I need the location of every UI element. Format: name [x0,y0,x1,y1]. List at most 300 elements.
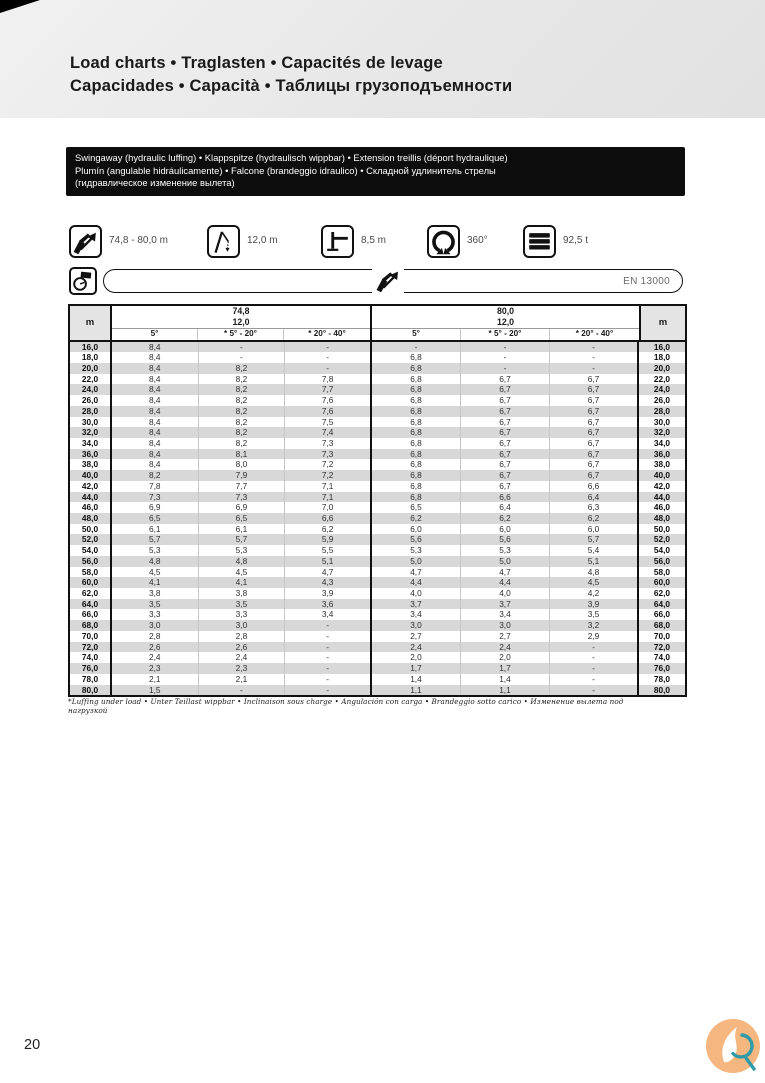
table-row [70,534,685,545]
capacity-cell: 7,2 [285,459,372,470]
capacity-cell: 6,7 [461,384,550,395]
capacity-cell: - [285,685,372,696]
capacity-cell: 4,1 [112,577,199,588]
capacity-cell: 6,7 [461,481,550,492]
table-row [70,599,685,610]
capacity-cell: 6,7 [550,395,639,406]
capacity-cell: 7,8 [285,374,372,385]
radius-cell: 16,0 [70,342,112,353]
capacity-cell: 2,4 [199,652,286,663]
capacity-cell: 7,6 [285,395,372,406]
capacity-cell: 2,8 [112,631,199,642]
rotation-360-icon [427,225,460,258]
capacity-cell: 5,7 [199,534,286,545]
capacity-cell: 8,4 [112,438,199,449]
capacity-cell: 6,7 [461,427,550,438]
radius-cell: 44,0 [653,491,671,502]
capacity-cell: - [550,652,639,663]
capacity-cell: 8,4 [112,342,199,353]
capacity-cell: 2,3 [199,663,286,674]
outrigger-span-label: 8,5 m [361,235,387,246]
capacity-cell: 5,3 [112,545,199,556]
radius-cell: 42,0 [653,480,671,491]
capacity-cell: 8,4 [112,352,199,363]
capacity-cell: 2,1 [199,674,286,685]
capacity-cell: 6,7 [461,459,550,470]
page-number: 20 [24,1037,41,1053]
table-row [70,384,685,395]
radius-cell: 74,0 [653,652,671,663]
radius-cell: 56,0 [653,555,671,566]
capacity-cell: 1,1 [461,685,550,696]
capacity-cell: 5,3 [372,545,461,556]
table-row [70,481,685,492]
radius-cell: 64,0 [653,598,671,609]
capacity-cell: 4,0 [372,588,461,599]
capacity-cell: 4,7 [285,567,372,578]
radius-cell: 66,0 [70,609,112,620]
capacity-cell: 6,8 [372,449,461,460]
capacity-cell: 3,0 [112,620,199,631]
capacity-cell: 3,5 [199,599,286,610]
boom-length: 80,0 [496,306,515,316]
radius-cell: 38,0 [70,459,112,470]
capacity-cell: - [550,674,639,685]
capacity-cell: 2,0 [461,652,550,663]
load-chart-table [68,304,687,697]
capacity-cell: 6,8 [372,363,461,374]
banner-line1: Swingaway (hydraulic luffing) • Klappspitze (hydraulisch wippbar) • Extension treillis (déport hydraulique) [75,152,508,163]
capacity-cell: 6,2 [372,513,461,524]
capacity-cell: 8,1 [199,449,286,460]
radius-cell: 50,0 [653,523,671,534]
capacity-cell: 6,8 [372,470,461,481]
capacity-cell: 4,4 [461,577,550,588]
table-row [70,513,685,524]
table-row [70,470,685,481]
capacity-cell: 8,2 [112,470,199,481]
offset-5: 5° [112,329,198,340]
capacity-cell: 1,5 [112,685,199,696]
radius-cell: 34,0 [70,438,112,449]
capacity-cell: 3,8 [199,588,286,599]
capacity-cell: 6,8 [372,406,461,417]
capacity-cell: - [550,363,639,374]
capacity-cell: 2,7 [461,631,550,642]
radius-cell: 68,0 [70,620,112,631]
capacity-cell: 6,5 [372,502,461,513]
offset-20-40: * 20° - 40° [308,329,346,338]
capacity-cell: 5,0 [461,556,550,567]
capacity-cell: 5,0 [372,556,461,567]
capacity-cell: 8,0 [199,459,286,470]
capacity-cell: 7,9 [199,470,286,481]
radius-cell: 58,0 [653,566,671,577]
table-row [70,577,685,588]
radius-cell: 52,0 [70,534,112,545]
capacity-cell: 5,7 [550,534,639,545]
capacity-cell: 5,4 [550,545,639,556]
capacity-cell: 8,4 [112,384,199,395]
crane-site-logo [702,1016,764,1078]
capacity-cell: 8,4 [112,374,199,385]
offset-5-20: * 5° - 20° [198,329,284,340]
boom-range-label: 74,8 - 80,0 m [109,235,168,246]
radius-cell: 24,0 [70,384,112,395]
radius-cell: 52,0 [653,534,671,545]
radius-cell: 60,0 [70,577,112,588]
radius-cell: 48,0 [70,513,112,524]
capacity-cell: 6,9 [112,502,199,513]
table-row [70,502,685,513]
radius-cell: 80,0 [70,685,112,696]
capacity-cell: 6,7 [461,438,550,449]
radius-cell: 64,0 [70,599,112,610]
capacity-cell: 6,7 [550,374,639,385]
capacity-cell: - [285,642,372,653]
radius-cell: 38,0 [653,459,671,470]
radius-cell: 32,0 [70,427,112,438]
capacity-cell: 7,1 [285,481,372,492]
capacity-cell: 6,6 [550,481,639,492]
table-row [70,685,685,696]
radius-cell: 34,0 [653,437,671,448]
header-group-74-8 [112,306,372,340]
radius-cell: 56,0 [70,556,112,567]
table-row [70,609,685,620]
offset-subheaders [112,328,370,340]
capacity-cell: 8,2 [199,438,286,449]
capacity-cell: 6,3 [550,502,639,513]
capacity-cell: 6,8 [372,438,461,449]
capacity-cell: 6,8 [372,374,461,385]
capacity-cell: 6,7 [461,395,550,406]
banner-line3: (гидравлическое изменение вылета) [75,177,235,189]
capacity-cell: 8,4 [112,427,199,438]
radius-cell: 26,0 [70,395,112,406]
capacity-cell: 6,7 [550,417,639,428]
capacity-cell: 6,8 [372,352,461,363]
radius-cell: 48,0 [653,513,671,523]
radius-cell: 28,0 [70,406,112,417]
table-row [70,556,685,567]
radius-cell: 24,0 [653,384,671,395]
radius-cell: 44,0 [70,492,112,503]
table-header [70,306,685,342]
standard-bar-row [0,266,765,298]
capacity-cell: 6,8 [372,417,461,428]
table-row [70,620,685,631]
radius-cell: 62,0 [70,588,112,599]
radius-cell: 72,0 [70,642,112,653]
capacity-cell: 8,2 [199,374,286,385]
footnote: *Luffing under load • Unter Teillast wippbar • Inclinaison sous charge • Angulación con carga • Brandeggio sotto carico • Изменение вылета под нагрузкой [68,697,624,715]
capacity-cell: 4,7 [372,567,461,578]
capacity-cell: 7,5 [285,417,372,428]
capacity-cell: 5,3 [199,545,286,556]
page-title-line1: Load charts • Traglasten • Capacités de levage [70,54,443,72]
table-row [70,663,685,674]
capacity-cell: 6,6 [461,492,550,503]
capacity-cell: 6,7 [550,427,639,438]
radius-cell: 18,0 [653,352,671,363]
capacity-cell: 1,7 [461,663,550,674]
capacity-cell: 3,4 [461,609,550,620]
capacity-cell: 6,8 [372,492,461,503]
capacity-cell: 2,6 [199,642,286,653]
capacity-cell: 6,7 [461,406,550,417]
capacity-cell: - [285,342,372,353]
radius-unit-header-left: m [70,306,112,340]
capacity-cell: - [550,342,639,353]
radius-cell: 18,0 [70,352,112,363]
capacity-cell: 4,5 [550,577,639,588]
capacity-cell: - [372,342,461,353]
radius-cell: 40,0 [653,470,671,481]
radius-cell: 20,0 [70,363,112,374]
capacity-cell: 3,3 [112,609,199,620]
capacity-cell: 7,7 [285,384,372,395]
capacity-cell: 7,4 [285,427,372,438]
capacity-cell: 6,7 [550,406,639,417]
capacity-cell: 3,2 [550,620,639,631]
capacity-cell: - [461,352,550,363]
capacity-cell: 2,1 [112,674,199,685]
capacity-cell: 2,8 [199,631,286,642]
swingaway-boom-icon [69,225,102,258]
radius-cell: 76,0 [653,663,671,674]
radius-cell: 76,0 [70,663,112,674]
jib-length-label: 12,0 m [247,235,278,246]
capacity-cell: 2,9 [550,631,639,642]
capacity-cell: 1,7 [372,663,461,674]
capacity-cell: 3,0 [461,620,550,631]
radius-cell: 60,0 [653,577,671,588]
capacity-cell: 7,3 [285,438,372,449]
table-row [70,492,685,503]
capacity-cell: 2,4 [112,652,199,663]
capacity-cell: 1,4 [372,674,461,685]
capacity-cell: 2,4 [461,642,550,653]
radius-cell: 30,0 [653,416,671,427]
radius-cell: 22,0 [653,373,671,384]
capacity-cell: 8,2 [199,363,286,374]
page-title [70,52,512,98]
capacity-cell: 6,7 [461,470,550,481]
capacity-cell: 6,7 [550,449,639,460]
capacity-cell: 2,3 [112,663,199,674]
capacity-cell: 7,6 [285,406,372,417]
table-row [70,417,685,428]
capacity-cell: - [550,352,639,363]
capacity-cell: 4,5 [112,567,199,578]
capacity-cell: 5,6 [372,534,461,545]
table-row [70,674,685,685]
boom-length: 74,8 [232,306,250,316]
radius-cell: 50,0 [70,524,112,535]
capacity-cell: 6,0 [461,524,550,535]
radius-cell: 22,0 [70,374,112,385]
jib-length: 12,0 [496,317,515,327]
table-row [70,374,685,385]
radius-unit-header-right: m [639,306,685,340]
capacity-cell: 6,0 [372,524,461,535]
capacity-cell: 2,4 [372,642,461,653]
hoist-limit-icon [69,267,97,295]
capacity-cell: 6,7 [550,438,639,449]
table-row [70,406,685,417]
table-row [70,545,685,556]
capacity-cell: 7,3 [285,449,372,460]
capacity-cell: 7,7 [199,481,286,492]
capacity-cell: 3,8 [112,588,199,599]
radius-cell: 70,0 [70,631,112,642]
capacity-cell: 5,1 [285,556,372,567]
swingaway-boom-icon [372,264,404,296]
capacity-cell: - [461,363,550,374]
capacity-cell: 5,5 [285,545,372,556]
capacity-cell: 7,2 [285,470,372,481]
capacity-cell: 6,6 [285,513,372,524]
radius-cell: 36,0 [70,449,112,460]
capacity-cell: 6,1 [199,524,286,535]
radius-cell: 20,0 [653,362,671,373]
offset-5-20: * 5° - 20° [461,329,550,340]
capacity-cell: 8,2 [199,406,286,417]
capacity-cell: 6,2 [550,513,639,524]
capacity-cell: - [550,685,639,696]
jib-length: 12,0 [232,317,250,327]
radius-cell: 74,0 [70,652,112,663]
table-row [70,438,685,449]
table-row [70,427,685,438]
radius-cell: 16,0 [653,341,671,352]
capacity-cell: 3,4 [372,609,461,620]
table-row [70,588,685,599]
capacity-cell: 5,6 [461,534,550,545]
table-row [70,352,685,363]
capacity-cell: - [285,620,372,631]
radius-cell: 72,0 [653,641,671,652]
radius-cell: 28,0 [653,405,671,416]
luffing-jib-icon [207,225,240,258]
capacity-cell: - [461,342,550,353]
capacity-cell: - [199,352,286,363]
radius-cell: 30,0 [70,417,112,428]
capacity-cell: 3,7 [461,599,550,610]
capacity-cell: 4,1 [199,577,286,588]
capacity-cell: 6,8 [372,481,461,492]
capacity-cell: 8,2 [199,384,286,395]
radius-cell: 32,0 [653,427,671,438]
radius-cell: 36,0 [653,448,671,459]
load-table-body [70,342,685,696]
capacity-cell: - [285,631,372,642]
radius-cell: 54,0 [70,545,112,556]
capacity-cell: 5,3 [461,545,550,556]
offset-subheaders [372,328,639,340]
table-row [70,642,685,653]
capacity-cell: 6,7 [461,417,550,428]
capacity-cell: 2,0 [372,652,461,663]
radius-cell: 80,0 [653,684,671,695]
capacity-cell: 7,3 [199,492,286,503]
capacity-cell: 8,4 [112,417,199,428]
capacity-cell: - [285,363,372,374]
capacity-cell: 6,8 [372,459,461,470]
page-title-line2: Capacidades • Capacità • Таблицы грузоподъемности [70,77,513,95]
capacity-cell: 6,8 [372,384,461,395]
capacity-cell: 3,5 [550,609,639,620]
capacity-cell: 3,9 [550,599,639,610]
capacity-cell: 6,1 [112,524,199,535]
radius-cell: 46,0 [70,502,112,513]
radius-cell: 42,0 [70,481,112,492]
corner-decoration [0,0,40,13]
outrigger-icon [321,225,354,258]
capacity-cell: 3,0 [199,620,286,631]
capacity-cell: 2,6 [112,642,199,653]
capacity-cell: 7,0 [285,502,372,513]
capacity-cell: 3,0 [372,620,461,631]
offset-20-40: * 20° - 40° [575,329,614,338]
capacity-cell: 7,3 [112,492,199,503]
capacity-cell: 6,7 [550,459,639,470]
capacity-cell: 6,2 [461,513,550,524]
capacity-cell: 6,2 [285,524,372,535]
rotation-label: 360° [467,235,488,246]
radius-cell: 78,0 [653,673,671,684]
capacity-cell: - [550,663,639,674]
capacity-cell: 6,5 [199,513,286,524]
capacity-cell: 2,7 [372,631,461,642]
capacity-cell: 8,4 [112,395,199,406]
table-row [70,652,685,663]
capacity-cell: 6,0 [550,524,639,535]
capacity-cell: 1,1 [372,685,461,696]
capacity-cell: 6,4 [550,492,639,503]
capacity-cell: 8,4 [112,449,199,460]
banner-line2: Plumín (angulable hidráulicamente) • Falcone (brandeggio idraulico) • Складной удлинитель стрелы [75,164,496,176]
capacity-cell: 3,6 [285,599,372,610]
capacity-cell: - [199,342,286,353]
capacity-cell: 4,7 [461,567,550,578]
capacity-cell: 7,1 [285,492,372,503]
capacity-cell: 4,5 [199,567,286,578]
radius-cell: 70,0 [653,630,671,641]
capacity-cell: 3,3 [199,609,286,620]
radius-cell: 78,0 [70,674,112,685]
capacity-cell: 6,7 [461,374,550,385]
capacity-cell: 4,8 [112,556,199,567]
radius-cell: 66,0 [653,609,671,620]
header-group-80-0 [372,306,639,340]
table-row [70,449,685,460]
capacity-cell: 7,8 [112,481,199,492]
capacity-cell: 6,7 [550,470,639,481]
capacity-cell: 6,4 [461,502,550,513]
table-row [70,459,685,470]
radius-cell: 68,0 [653,620,671,631]
capacity-cell: 8,4 [112,406,199,417]
table-row [70,342,685,353]
table-row [70,567,685,578]
table-row [70,631,685,642]
table-row [70,395,685,406]
capacity-cell: 4,8 [199,556,286,567]
capacity-cell: 8,2 [199,417,286,428]
capacity-cell: - [550,642,639,653]
